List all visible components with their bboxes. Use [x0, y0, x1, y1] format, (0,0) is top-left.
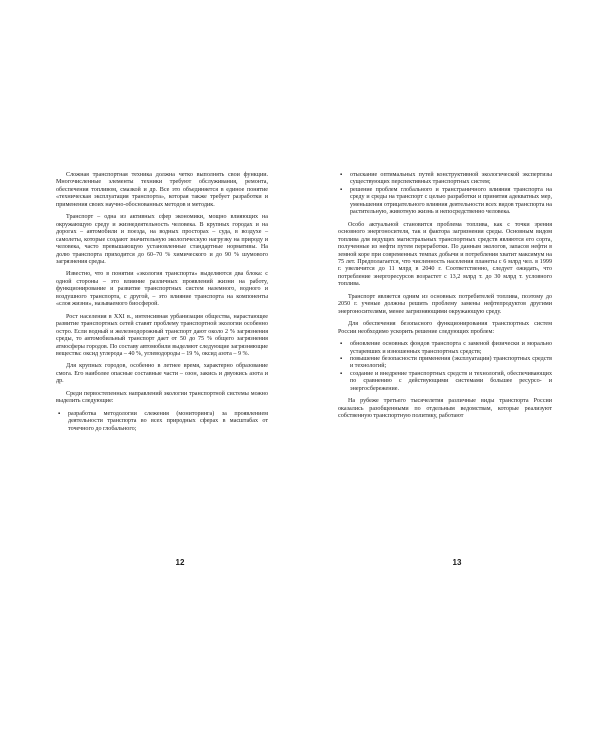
- right-page-text: [338, 172, 552, 426]
- list-item: ▪ повышение безопасности применения (эксплуатации) транспортных средств и технологий;: [338, 356, 552, 371]
- page-number: 13: [452, 558, 462, 567]
- bullet-list: [338, 172, 552, 217]
- paragraph: На рубеже третьего тысячелетия различные виды транспорта России оказались разобщенными по отдельным ведомствам, которые реализуют собственную транспортную политику, работают: [338, 398, 552, 420]
- list-item: ▪ отыскание оптимальных путей конструктивной экологической экспертизы существующих перспективных транспортных систем;: [338, 172, 552, 187]
- right-page: [300, 0, 600, 750]
- paragraph: Для обеспечения безопасного функционирования транспортных систем России необходимо ускорить решение следующих проблем:: [338, 321, 552, 335]
- paragraph: Особо актуальной становится проблема топлива, как с точки зрения основного энергоносителя, так и фактора загрязнения среды. Основным видом топлива для ведущих магистральных транспортных средств являются его сорта, полученные из нефти путем переработки. По данным экологов, запасов нефти в земной коре при современных темпах добычи и потребления хватит максимум на 75 лет. Предполагается, что численность населения планеты с 6 млрд чел. в 1999 г. увеличится до 11 млрд в 2040 г. Соответственно, следует ожидать, что потребление энергоресурсов возрастет с 13,2 млрд т. до 30 млрд т. условного топлива.: [338, 221, 552, 288]
- list-item: ▪ решение проблем глобального и трансграничного влияния транспорта на среду и среды на транспорт с целью разработки и принятия адекватных мер, уменьшения отрицательного влияния деятельности всех видов транспорта на растительную, животную жизнь и непосредственно человека.: [338, 187, 552, 217]
- paragraph: Рост населения в XXI в., интенсивная урбанизация общества, нарастающее развитие транспортных сетей ставят проблему транспортной экологии особенно остро. Если водный и железнодорожный транспорт дают около 2 % загрязнения среды, то автомобильный транспорт дает от 50 до 75 % общего загрязнения атмосферы городов. По составу автомобили выделяют следующие загрязняющие вещества: оксид углерода – 40 %, углеводороды – 19 %, оксид азота – 9 %.: [56, 313, 268, 357]
- list-item: ▪ разработка методологии слежения (мониторинга) за проявлением деятельности транспорта во всех природных сферах в масштабах от точечного до глобального;: [56, 411, 268, 433]
- paragraph: Среди первостепенных направлений экологии транспортной системы можно выделить следующие:: [56, 390, 268, 405]
- paragraph: Сложная транспортная техника должна четко выполнять свои функции. Многочисленные элементы техники требуют обслуживания, ремонта, обеспечения топливом, смазкой и др. Все это объединяется в единое понятие «техническая эксплуатация транспорта», которая также требует разработки и применения своих научно-обоснованных методов и методик.: [56, 172, 268, 208]
- paragraph: Для крупных городов, особенно в летнее время, характерно образование смога. Его наиболее опасные составные части – озон, закись и двуокись азота и др.: [56, 363, 268, 385]
- paragraph: Известно, что в понятии «экология транспорта» выделяются два блока: с одной стороны – это влияние различных проявлений жизни на работу, функционирование и развитие транспортных систем наземного, водного и воздушного транспорта, с другой, – это влияние транспорта на компоненты «слоя жизни», называемого биосферой.: [56, 271, 268, 308]
- list-item: ▪ создание и внедрение транспортных средств и технологий, обеспечивающих по сравнению с действующими системами большее ресурсо- и энергосбережение.: [338, 371, 552, 393]
- bullet-list: [56, 411, 268, 433]
- bullet-list: [338, 341, 552, 393]
- paragraph: Транспорт – одна из активных сфер экономики, мощно влияющих на окружающую среду и жизнедеятельность человека. В крупных городах и на дорогах – автомобили и поезда, на водных просторах – суда, в воздухе – самолеты, которые создают значительную экологическую нагрузку на природу и человека, часто превышающую установленные стандартные нормативы. На долю транспорта приходится до 60–70 % химического и до 90 % шумового загрязнения среды.: [56, 214, 268, 265]
- list-item: ▪ обновление основных фондов транспорта с заменой физически и морально устаревших и изношенных транспортных средств;: [338, 341, 552, 356]
- page-number: 12: [175, 558, 185, 567]
- left-page-text: [56, 172, 268, 438]
- paragraph: Транспорт является одним из основных потребителей топлива, поэтому до 2050 г. ученые должны решить проблему замены нефтепродуктов другими энергоносителями, менее загрязняющими окружающую среду.: [338, 293, 552, 315]
